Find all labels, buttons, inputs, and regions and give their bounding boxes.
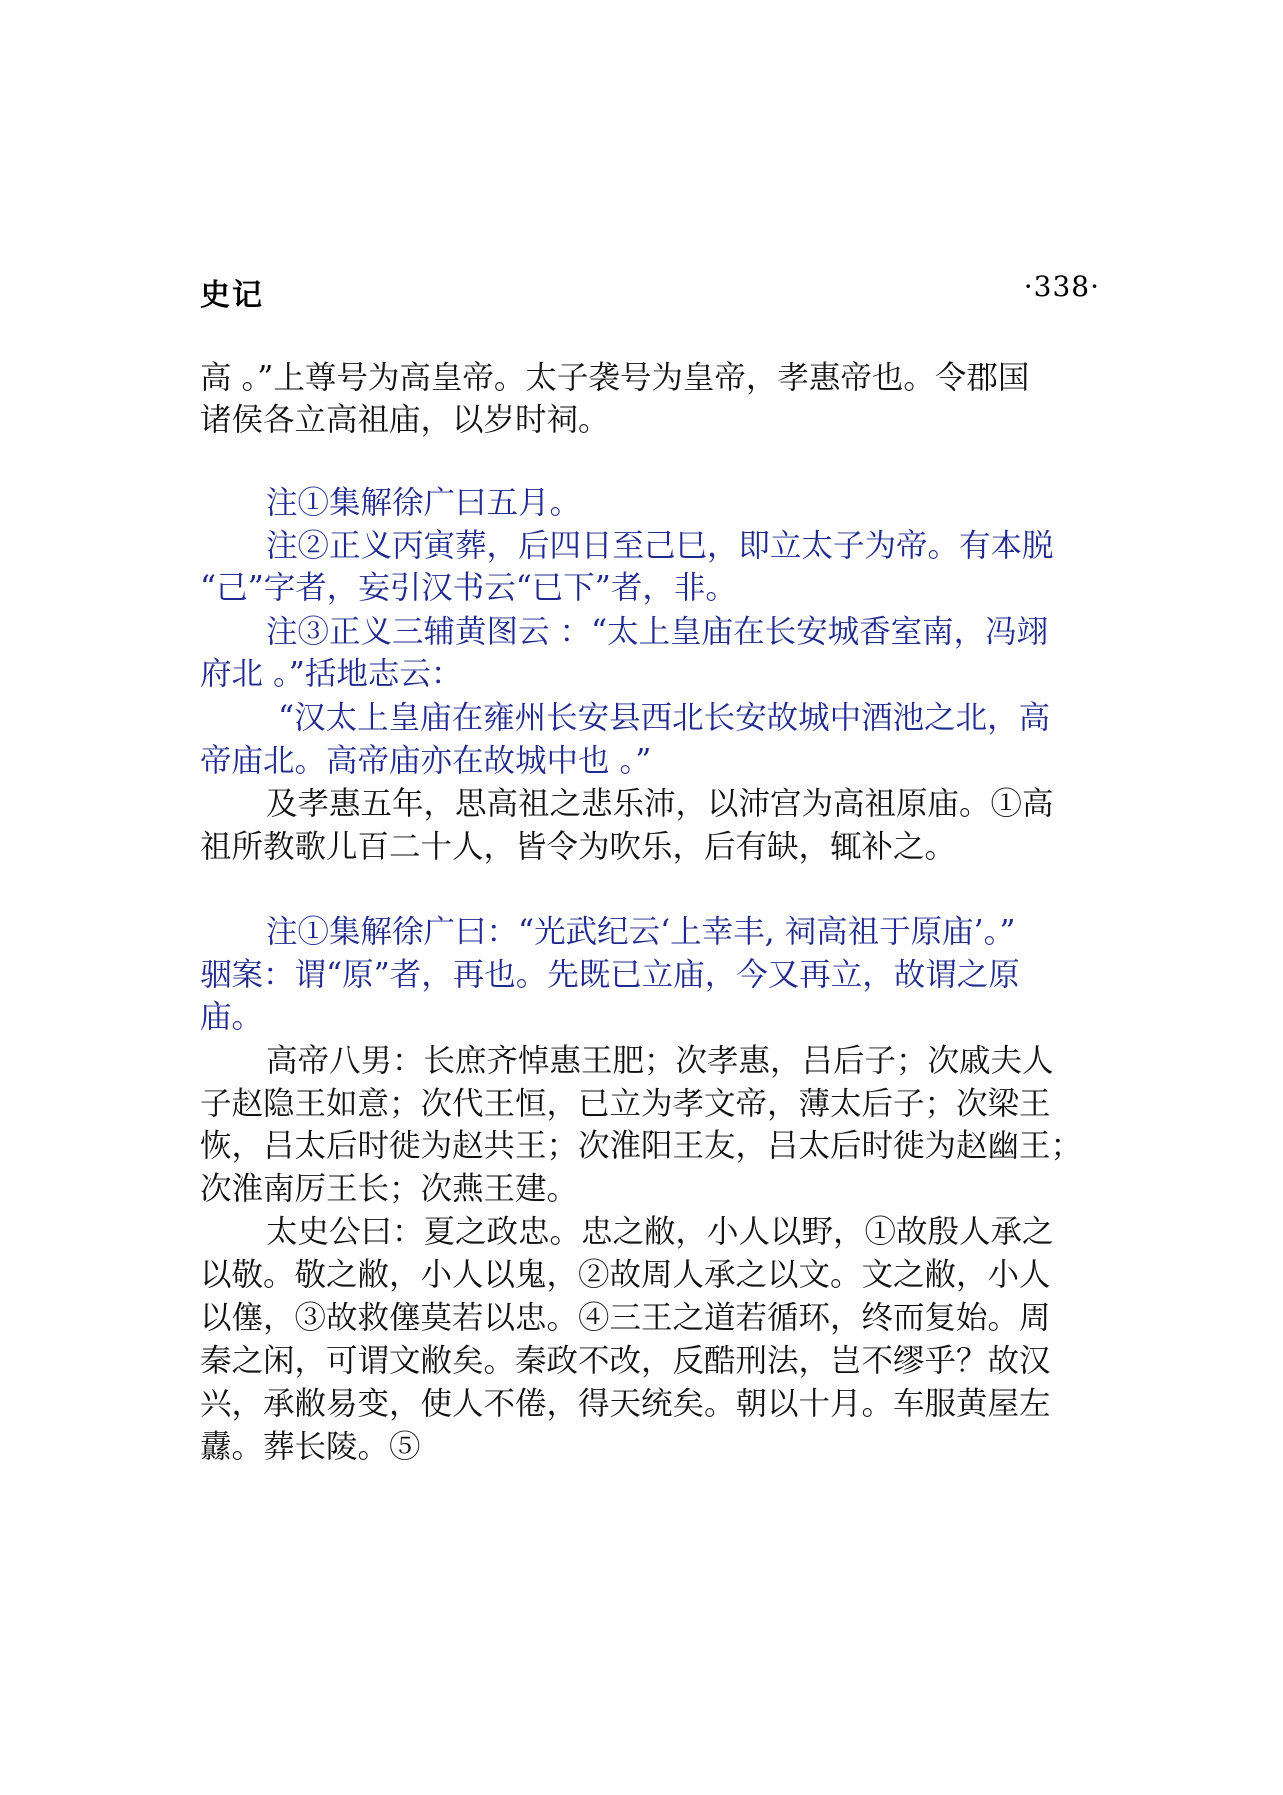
note-line: 骃案：谓“原”者，再也。先既已立庙，今又再立，故谓之原 <box>200 957 1020 993</box>
text-line: 秦之闲，可谓文敝矣。秦政不改，反酷刑法，岂不缪乎？故汉 <box>200 1343 1051 1379</box>
text-line: 以敬。敬之敝，小人以鬼，②故周人承之以文。文之敝，小人 <box>200 1257 1051 1293</box>
note-line: 府北 。”括地志云： <box>200 656 463 692</box>
note-line: 注③正义三辅黄图云 ：“太上皇庙在长安城香室南，冯翊 <box>266 614 1049 650</box>
note-line: 注①集解徐广曰：“光武纪云‘上幸丰, 祠高祖于原庙’。” <box>266 914 1016 950</box>
page-header <box>200 270 1100 313</box>
note-line: 庙。 <box>200 999 264 1035</box>
text-line: 及孝惠五年，思高祖之悲乐沛，以沛宫为高祖原庙。①高 <box>266 786 1054 822</box>
note-line: “己”字者，妄引汉书云“已下”者，非。 <box>200 570 737 606</box>
running-title: 史记 <box>200 278 264 313</box>
text-line: 恢，吕太后时徙为赵共王；次淮阳王友，吕太后时徙为赵幽王； <box>200 1128 1083 1164</box>
text-line: 太史公曰：夏之政忠。忠之敝，小人以野，①故殷人承之 <box>266 1214 1054 1250</box>
note-line: 注②正义丙寅葬，后四日至己巳，即立太子为帝。有本脱 <box>266 528 1054 564</box>
note-line: 帝庙北。高帝庙亦在故城中也 。” <box>200 743 652 779</box>
note-line: “汉太上皇庙在雍州长安县西北长安故城中酒池之北，高 <box>278 700 1051 736</box>
text-line: 兴，承敝易变，使人不倦，得天统矣。朝以十月。车服黄屋左 <box>200 1386 1051 1422</box>
text-line: 诸侯各立高祖庙，以岁时祠。 <box>200 402 610 438</box>
page-number: ·338· <box>1023 270 1100 303</box>
text-line: 高 。”上尊号为高皇帝。太子袭号为皇帝，孝惠帝也。令郡国 <box>200 360 1030 396</box>
text-line: 子赵隐王如意；次代王恒，已立为孝文帝，薄太后子；次梁王 <box>200 1086 1051 1122</box>
text-line: 祖所教歌儿百二十人，皆令为吹乐，后有缺，辄补之。 <box>200 829 957 865</box>
text-line: 高帝八男：长庶齐悼惠王肥；次孝惠，吕后子；次戚夫人 <box>266 1043 1054 1079</box>
text-line: 以僿，③故救僿莫若以忠。④三王之道若循环，终而复始。周 <box>200 1300 1051 1336</box>
text-line: 次淮南厉王长；次燕王建。 <box>200 1171 579 1207</box>
text-line: 纛。葬长陵。⑤ <box>200 1429 421 1465</box>
note-line: 注①集解徐广曰五月。 <box>266 485 582 521</box>
